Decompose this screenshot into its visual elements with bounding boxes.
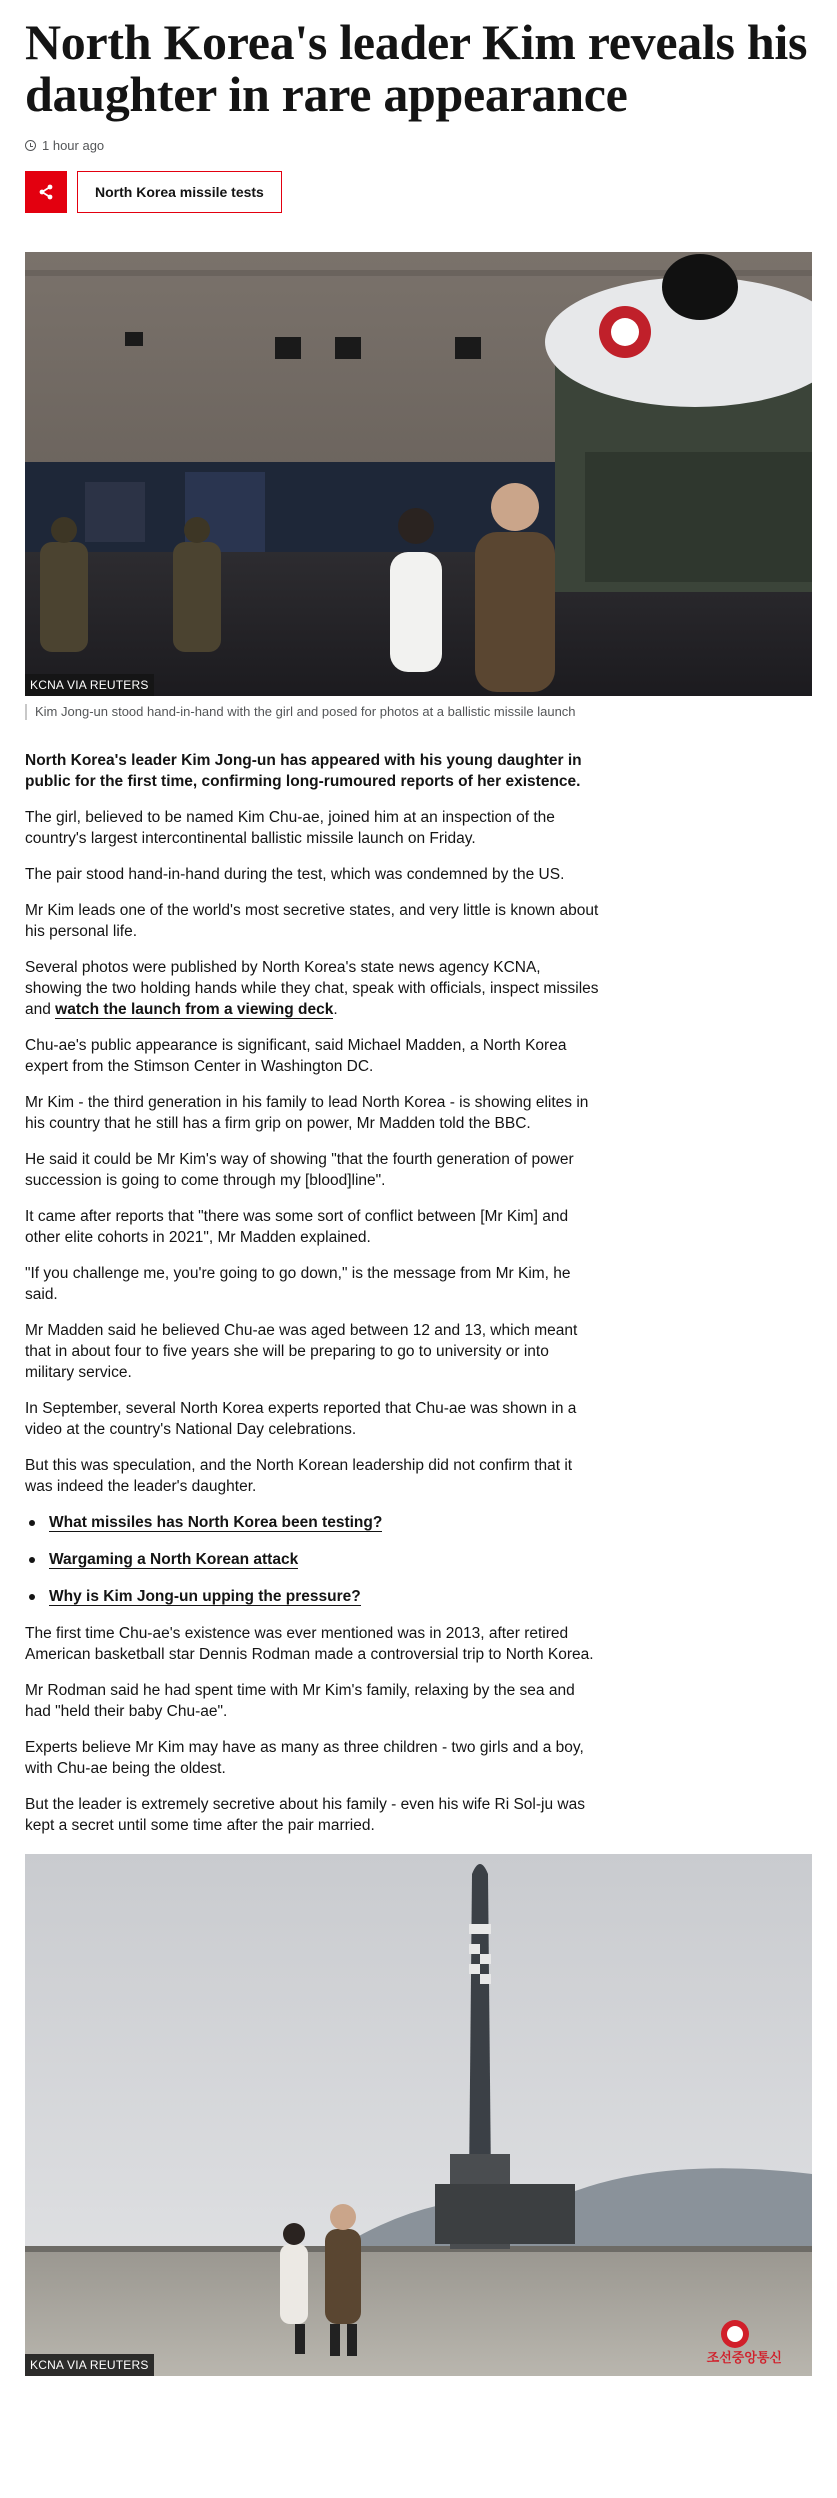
paragraph bbox=[25, 957, 600, 1020]
missile-photo bbox=[25, 1854, 812, 2376]
related-link-item bbox=[25, 1586, 600, 1607]
kcna-watermark: 조선중앙통신 bbox=[706, 2350, 782, 2365]
paragraph: In September, several North Korea experts reported that Chu-ae was shown in a video at the country's National Day celebrations. bbox=[25, 1400, 577, 1438]
paragraph-text: Several photos were published by North Korea's state news agency KCNA, showing the two holding hands while they chat, speak with officials, inspect missiles and bbox=[25, 959, 599, 1018]
image-credit: KCNA VIA REUTERS bbox=[25, 2354, 154, 2376]
paragraph: It came after reports that "there was some sort of conflict between [Mr Kim] and other elite cohorts in 2021", Mr Madden explained. bbox=[25, 1208, 569, 1246]
paragraph: Chu-ae's public appearance is significant, said Michael Madden, a North Korea expert from the Stimson Center in Washington DC. bbox=[25, 1037, 567, 1075]
related-links-list bbox=[25, 1512, 600, 1607]
lead-paragraph: North Korea's leader Kim Jong-un has appeared with his young daughter in public for the first time, confirming long-rumoured reports of her existence. bbox=[25, 752, 582, 790]
paragraph: "If you challenge me, you're going to go down," is the message from Mr Kim, he said. bbox=[25, 1265, 571, 1303]
paragraph: Mr Madden said he believed Chu-ae was aged between 12 and 13, which meant that in about four to five years she will be preparing to go to university or into military service. bbox=[25, 1322, 578, 1381]
related-link-missiles[interactable]: What missiles has North Korea been testing? bbox=[49, 1514, 383, 1531]
paragraph: But this was speculation, and the North Korean leadership did not confirm that it was indeed the leader's daughter. bbox=[25, 1457, 573, 1495]
article-body bbox=[25, 750, 600, 1836]
related-link-item bbox=[25, 1549, 600, 1570]
article-actions bbox=[25, 171, 812, 213]
paragraph: Experts believe Mr Kim may have as many as three children - two girls and a boy, with Chu-ae being the oldest. bbox=[25, 1739, 584, 1777]
share-icon bbox=[37, 183, 55, 201]
paragraph: Mr Kim - the third generation in his family to lead North Korea - is showing elites in his country that he still has a firm grip on power, Mr Madden told the BBC. bbox=[25, 1094, 589, 1132]
headline: North Korea's leader Kim reveals his daughter in rare appearance bbox=[25, 14, 808, 122]
related-link-item bbox=[25, 1512, 600, 1533]
paragraph: Mr Rodman said he had spent time with Mr Kim's family, relaxing by the sea and had "held their baby Chu-ae". bbox=[25, 1682, 575, 1720]
share-button[interactable] bbox=[25, 171, 67, 213]
paragraph: He said it could be Mr Kim's way of showing "that the fourth generation of power succession is going to come through my [blood]line". bbox=[25, 1151, 574, 1189]
lead-photo bbox=[25, 252, 812, 696]
paragraph-text: . bbox=[333, 1001, 338, 1018]
timestamp: 1 hour ago bbox=[42, 138, 105, 153]
clock-icon bbox=[25, 140, 36, 151]
related-link-wargaming[interactable]: Wargaming a North Korean attack bbox=[49, 1551, 299, 1568]
paragraph: The pair stood hand-in-hand during the test, which was condemned by the US. bbox=[25, 866, 565, 883]
image-caption: Kim Jong-un stood hand-in-hand with the girl and posed for photos at a ballistic missile launch bbox=[25, 704, 812, 720]
article-meta bbox=[25, 138, 812, 153]
viewing-deck-link[interactable]: watch the launch from a viewing deck bbox=[55, 1001, 334, 1018]
image-credit: KCNA VIA REUTERS bbox=[25, 674, 154, 696]
related-link-pressure[interactable]: Why is Kim Jong-un upping the pressure? bbox=[49, 1588, 361, 1605]
paragraph: The girl, believed to be named Kim Chu-ae, joined him at an inspection of the country's largest intercontinental ballistic missile launch on Friday. bbox=[25, 809, 555, 847]
topic-button[interactable]: North Korea missile tests bbox=[77, 171, 282, 213]
lead-image-figure bbox=[25, 252, 812, 696]
paragraph: The first time Chu-ae's existence was ever mentioned was in 2013, after retired American basketball star Dennis Rodman made a controversial trip to North Korea. bbox=[25, 1625, 594, 1663]
paragraph: Mr Kim leads one of the world's most secretive states, and very little is known about his personal life. bbox=[25, 902, 599, 940]
second-image-figure bbox=[25, 1854, 812, 2376]
paragraph: But the leader is extremely secretive about his family - even his wife Ri Sol-ju was kept a secret until some time after the pair married. bbox=[25, 1796, 585, 1834]
